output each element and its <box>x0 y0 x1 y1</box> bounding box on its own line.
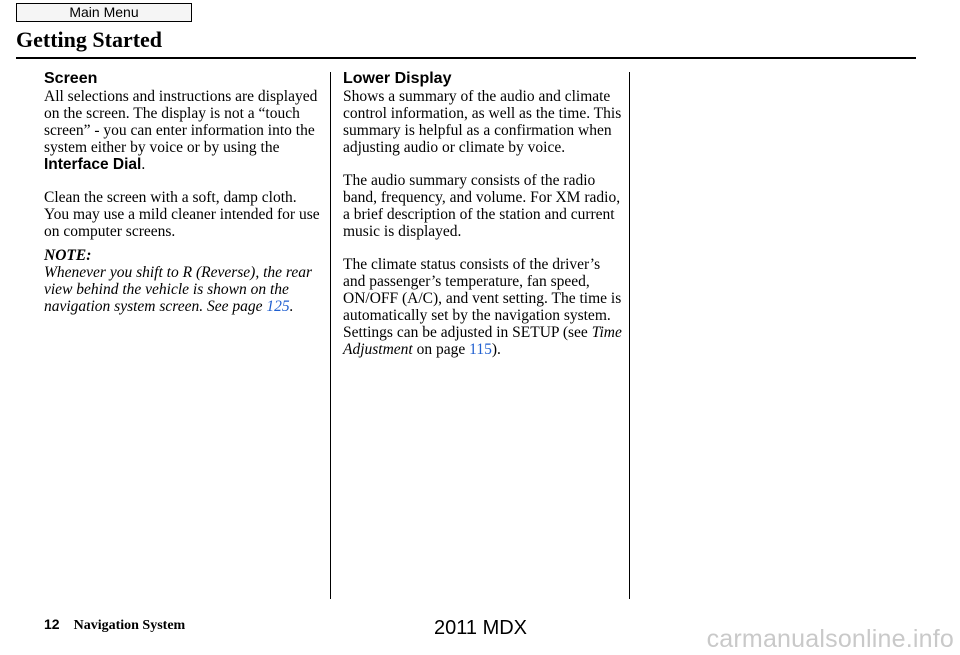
manual-title: Navigation System <box>73 618 186 633</box>
vehicle-model: 2011 MDX <box>434 617 528 639</box>
note-label: NOTE: <box>44 247 92 264</box>
watermark-text: carmanualsonline.info <box>706 625 954 653</box>
main-menu-button[interactable]: Main Menu <box>16 3 192 22</box>
climate-end: ). <box>491 341 501 358</box>
column-divider-right <box>629 72 630 599</box>
climate-text: The climate status consists of the driver’s and passenger’s temperature, fan speed, ON/OFF (A/C), and vent setting. The time is automatically set by the navigation system. Settings can be adjusted in SETUP (see <box>343 256 622 341</box>
title-divider <box>16 57 916 59</box>
screen-heading: Screen <box>44 70 98 87</box>
lower-display-paragraph-1: Shows a summary of the audio and climate control information, as well as the time. This summary is helpful as a confirmation when adjusting audio or climate by voice. <box>343 88 622 156</box>
note-paragraph <box>44 264 324 315</box>
page-footer <box>44 616 185 634</box>
note-text: Whenever you shift to R (Reverse), the rear view behind the vehicle is shown on the navigation system screen. See page <box>44 264 312 315</box>
time-adjustment-ref: Time Adjustment <box>343 324 622 358</box>
screen-paragraph <box>44 88 324 173</box>
screen-paragraph-text: All selections and instructions are displayed on the screen. The display is not a “touch screen” - you can enter information into the system either by voice or by using the <box>44 88 318 156</box>
middle-column <box>343 69 623 374</box>
page-115-link[interactable]: 115 <box>469 341 492 358</box>
cleaning-paragraph: Clean the screen with a soft, damp cloth. You may use a mild cleaner intended for use on computer screens. <box>44 189 320 240</box>
note-end: . <box>289 298 294 315</box>
page-number: 12 <box>44 616 60 632</box>
screen-paragraph-end: . <box>141 156 146 173</box>
lower-display-heading: Lower Display <box>343 70 452 87</box>
climate-mid: on page <box>412 341 470 358</box>
lower-display-paragraph-3 <box>343 256 623 358</box>
page-125-link[interactable]: 125 <box>266 298 290 315</box>
column-divider-left <box>330 72 331 599</box>
section-title: Getting Started <box>16 27 163 52</box>
interface-dial-term: Interface Dial <box>44 156 142 173</box>
left-column <box>44 69 324 331</box>
lower-display-paragraph-2: The audio summary consists of the radio band, frequency, and volume. For XM radio, a brief description of the station and current music is displayed. <box>343 172 621 240</box>
